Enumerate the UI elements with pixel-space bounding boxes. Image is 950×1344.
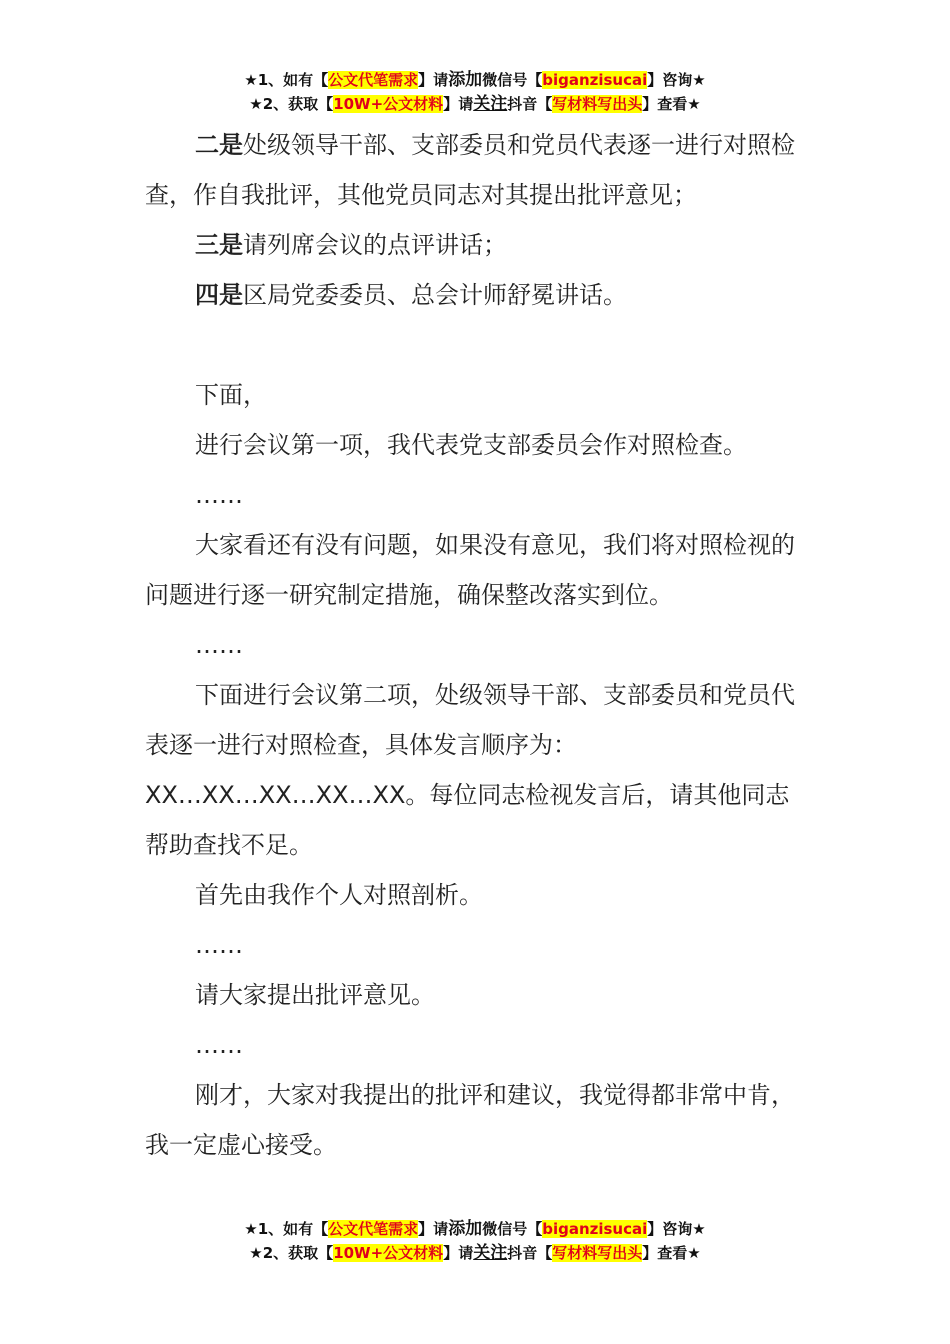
paragraph: 刚才，大家对我提出的批评和建议，我觉得都非常中肯，我一定虚心接受。 xyxy=(145,1081,795,1159)
header-line-2 xyxy=(0,92,950,116)
paragraph: 进行会议第一项，我代表党支部委员会作对照检查。 xyxy=(195,431,747,459)
header-banner xyxy=(0,68,950,116)
document-body xyxy=(145,120,805,1170)
ellipsis-paragraph: …… xyxy=(195,631,243,659)
header-tag-wechat-id: biganzisucai xyxy=(542,71,648,89)
header-line-1-mid: 】请 xyxy=(418,71,449,89)
footer-line-1-suffix: 】咨询★ xyxy=(647,1220,706,1238)
paragraph-item-3 xyxy=(145,220,805,270)
footer-line-1-prefix: ★1、如有【 xyxy=(244,1220,329,1238)
ellipsis-paragraph: …… xyxy=(195,481,243,509)
header-line-1 xyxy=(0,68,950,92)
footer-line-1-emph: 添加 xyxy=(448,1219,483,1239)
item-3-text: 请列席会议的点评讲话； xyxy=(243,231,507,259)
footer-line-2 xyxy=(0,1241,950,1265)
footer-tag-writing-service: 公文代笔需求 xyxy=(328,1220,419,1238)
paragraph-item-2 xyxy=(145,120,805,220)
header-line-2-mid2: 抖音【 xyxy=(507,95,553,113)
ellipsis-paragraph: …… xyxy=(195,1031,243,1059)
header-tag-materials: 10W+公文材料 xyxy=(333,95,444,113)
header-line-2-mid: 】请 xyxy=(443,95,474,113)
header-line-2-prefix: ★2、获取【 xyxy=(249,95,334,113)
paragraph: XX…XX…XX…XX…XX。每位同志检视发言后，请其他同志帮助查找不足。 xyxy=(145,781,790,859)
paragraph-item-4 xyxy=(145,270,805,320)
footer-line-1 xyxy=(0,1217,950,1241)
footer-line-1-mid2: 微信号【 xyxy=(482,1220,543,1238)
paragraph: 请大家提出批评意见。 xyxy=(195,981,435,1009)
paragraph: 下面进行会议第二项，处级领导干部、支部委员和党员代表逐一进行对照检查，具体发言顺序为： xyxy=(145,681,795,759)
header-tag-writing-service: 公文代笔需求 xyxy=(328,71,419,89)
header-line-1-mid2: 微信号【 xyxy=(482,71,543,89)
header-line-2-emph: 关注 xyxy=(473,94,508,114)
item-2-lead: 二是 xyxy=(195,131,243,159)
footer-tag-douyin: 写材料写出头 xyxy=(552,1244,643,1262)
footer-tag-wechat-id: biganzisucai xyxy=(542,1220,648,1238)
header-tag-douyin: 写材料写出头 xyxy=(552,95,643,113)
header-line-1-prefix: ★1、如有【 xyxy=(244,71,329,89)
header-line-2-suffix: 】查看★ xyxy=(642,95,701,113)
footer-line-2-emph: 关注 xyxy=(473,1243,508,1263)
footer-line-2-prefix: ★2、获取【 xyxy=(249,1244,334,1262)
item-2-text: 处级领导干部、支部委员和党员代表逐一进行对照检查，作自我批评，其他党员同志对其提出批评意见； xyxy=(145,131,795,209)
header-line-1-suffix: 】咨询★ xyxy=(647,71,706,89)
footer-banner xyxy=(0,1217,950,1265)
footer-line-1-mid: 】请 xyxy=(418,1220,449,1238)
ellipsis-paragraph: …… xyxy=(195,931,243,959)
footer-tag-materials: 10W+公文材料 xyxy=(333,1244,444,1262)
footer-line-2-mid: 】请 xyxy=(443,1244,474,1262)
item-4-text: 区局党委委员、总会计师舒冕讲话。 xyxy=(243,281,627,309)
item-4-lead: 四是 xyxy=(195,281,243,309)
paragraph: 下面， xyxy=(195,381,267,409)
paragraph: 大家看还有没有问题，如果没有意见，我们将对照检视的问题进行逐一研究制定措施，确保整改落实到位。 xyxy=(145,531,795,609)
header-line-1-emph: 添加 xyxy=(448,70,483,90)
paragraph: 首先由我作个人对照剖析。 xyxy=(195,881,483,909)
footer-line-2-suffix: 】查看★ xyxy=(642,1244,701,1262)
footer-line-2-mid2: 抖音【 xyxy=(507,1244,553,1262)
item-3-lead: 三是 xyxy=(195,231,243,259)
blank-line xyxy=(145,320,805,370)
